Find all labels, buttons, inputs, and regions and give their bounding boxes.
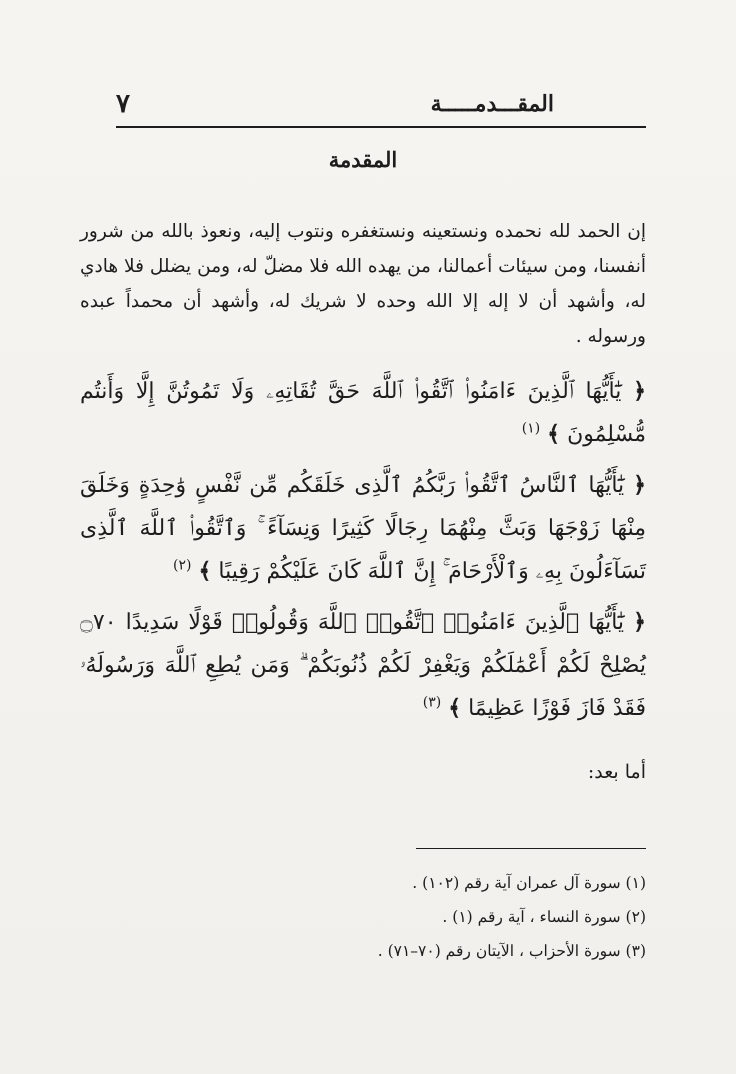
page-header bbox=[116, 84, 646, 124]
footnote-1: (١) سورة آل عمران آية رقم (١٠٢) . bbox=[412, 874, 646, 892]
ama-baad: أما بعد: bbox=[587, 761, 646, 783]
section-title: المقدمة bbox=[328, 147, 398, 172]
verse-text: يَٰٓأَيُّهَا ٱلَّذِينَ ءَامَنُوا۟ ٱتَّقُوا۟ ٱللَّهَ حَقَّ تُقَاتِهِۦ وَلَا تَمُوتُنَّ إِلَّا وَأَنتُم مُّسْلِمُونَ bbox=[80, 379, 646, 447]
footnote-ref: (٢) bbox=[173, 557, 192, 574]
verse-3 bbox=[80, 601, 646, 730]
page-number: ٧ bbox=[116, 89, 130, 119]
verse-open-bracket: ﴿ bbox=[633, 378, 646, 404]
footnote-ref: (٣) bbox=[422, 694, 442, 711]
footnote-2: (٢) سورة النساء ، آية رقم (١) . bbox=[442, 908, 646, 926]
verse-text: يَٰٓأَيُّهَا ٱلَّذِينَ ءَامَنُوا۟ ٱتَّقُوا۟ ٱللَّهَ وَقُولُوا۟ قَوْلًا سَدِيدًا ۝٧٠ يُصْلِحْ لَكُمْ أَعْمَٰلَكُمْ وَيَغْفِرْ لَكُمْ ذُنُوبَكُمْ ۗ وَمَن يُطِعِ ٱللَّهَ وَرَسُولَهُۥ فَقَدْ فَازَ فَوْزًا عَظِيمًا bbox=[80, 610, 646, 721]
intro-paragraph: إن الحمد لله نحمده ونستعينه ونستغفره ونتوب إليه، ونعوذ بالله من شرور أنفسنا، ومن سيئات أعمالنا، من يهده الله فلا مضلّ له، ومن يضلل فلا هادي له، وأشهد أن لا إله إلا الله وحده لا شريك له، وأشهد أن محمداً عبده ورسوله . bbox=[80, 221, 646, 347]
verse-close-bracket: ﴾ bbox=[448, 695, 462, 721]
footnote-3: (٣) سورة الأحزاب ، الآيتان رقم (٧٠–٧١) . bbox=[377, 942, 646, 960]
header-rule bbox=[116, 126, 646, 128]
verse-text: يَٰٓأَيُّهَا ٱلنَّاسُ ٱتَّقُوا۟ رَبَّكُمُ ٱلَّذِى خَلَقَكُم مِّن نَّفْسٍ وَٰحِدَةٍ وَخَلَقَ مِنْهَا زَوْجَهَا وَبَثَّ مِنْهُمَا رِجَالًا كَثِيرًا وَنِسَآءً ۚ وَٱتَّقُوا۟ ٱللَّهَ ٱلَّذِى تَسَآءَلُونَ بِهِۦ وَٱلْأَرْحَامَ ۚ إِنَّ ٱللَّهَ كَانَ عَلَيْكُمْ رَقِيبًا bbox=[80, 473, 646, 584]
verse-open-bracket: ﴿ bbox=[633, 609, 647, 635]
verse-2 bbox=[80, 464, 646, 593]
page-body bbox=[80, 140, 646, 788]
footnote-ref: (١) bbox=[521, 420, 541, 437]
footnotes bbox=[80, 866, 646, 968]
verse-close-bracket: ﴾ bbox=[547, 421, 561, 447]
footnote-rule bbox=[416, 848, 646, 849]
verse-open-bracket: ﴿ bbox=[633, 472, 646, 498]
verse-1 bbox=[80, 370, 646, 456]
running-title: المقـــدمـــــة bbox=[430, 91, 554, 117]
verse-close-bracket: ﴾ bbox=[198, 558, 212, 584]
